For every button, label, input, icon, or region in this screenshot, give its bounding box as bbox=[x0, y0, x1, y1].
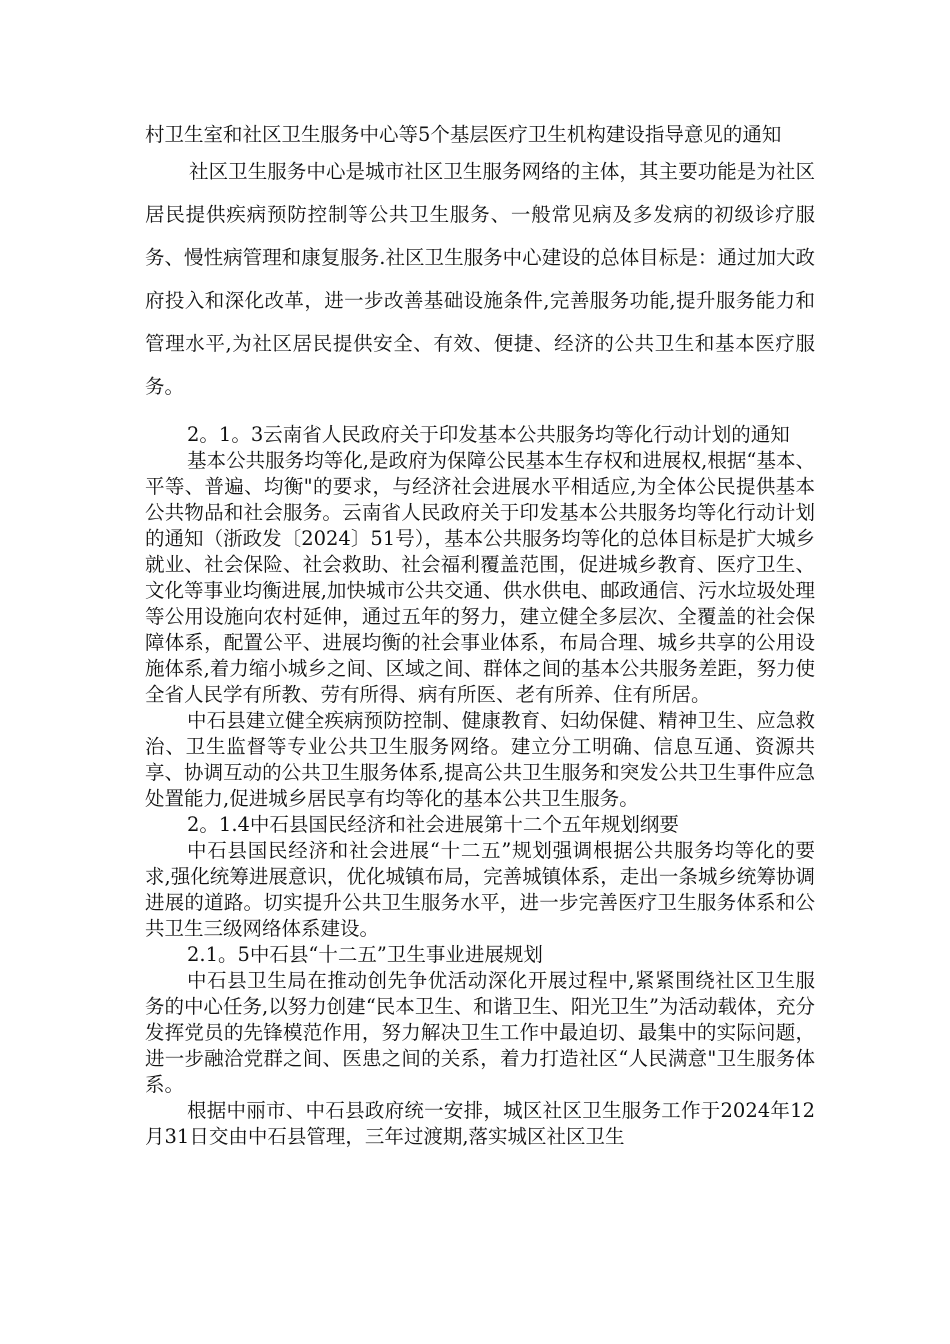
paragraph-community-health-center: 社区卫生服务中心是城市社区卫生服务网络的主体，其主要功能是为社区居民提供疾病预防控制等公共卫生服务、一般常见病及多发病的初级诊疗服务、慢性病管理和康复服务.社区卫生服务中心建设的总体目标是：通过加大政府投入和深化改革，进一步改善基础设施条件,完善服务功能,提升服务能力和管理水平,为社区居民提供安全、有效、便捷、经济的公共卫生和基本医疗服务。 bbox=[145, 160, 815, 398]
paragraph-handover: 根据中丽市、中石县政府统一安排，城区社区卫生服务工作于2024年12月31日交由中石县管理，三年过渡期,落实城区社区卫生 bbox=[145, 1099, 815, 1148]
section-heading-2-1-3: 2。1。3云南省人民政府关于印发基本公共服务均等化行动计划的通知 bbox=[187, 423, 790, 446]
section-heading-2-1-5: 2.1。5中石县“十二五”卫生事业进展规划 bbox=[187, 943, 543, 966]
paragraph-notice-title-continued: 村卫生室和社区卫生服务中心等5个基层医疗卫生机构建设指导意见的通知 bbox=[145, 123, 782, 146]
document-page bbox=[145, 122, 815, 1150]
section-heading-2-1-4: 2。1.4中石县国民经济和社会进展第十二个五年规划纲要 bbox=[187, 813, 679, 836]
paragraph-five-year-plan: 中石县国民经济和社会进展“十二五”规划强调根据公共服务均等化的要求,强化统筹进展意识，优化城镇布局，完善城镇体系，走出一条城乡统筹协调进展的道路。切实提升公共卫生服务水平，进一步完善医疗卫生服务体系和公共卫生三级网络体系建设。 bbox=[145, 839, 815, 940]
paragraph-public-service-equalization: 基本公共服务均等化,是政府为保障公民基本生存权和进展权,根据“基本、平等、普遍、均衡"的要求，与经济社会进展水平相适应,为全体公民提供基本公共物品和社会服务。云南省人民政府关于印发基本公共服务均等化行动计划的通知（浙政发〔2024〕51号），基本公共服务均等化的总体目标是扩大城乡就业、社会保险、社会救助、社会福利覆盖范围，促进城乡教育、医疗卫生、文化等事业均衡进展,加快城市公共交通、供水供电、邮政通信、污水垃圾处理等公用设施向农村延伸，通过五年的努力，建立健全多层次、全覆盖的社会保障体系，配置公平、进展均衡的社会事业体系，布局合理、城乡共享的公用设施体系,着力缩小城乡之间、区域之间、群体之间的基本公共服务差距，努力使全省人民学有所教、劳有所得、病有所医、老有所养、住有所居。 bbox=[145, 449, 815, 706]
paragraph-health-bureau: 中石县卫生局在推动创先争优活动深化开展过程中,紧紧围绕社区卫生服务的中心任务,以努力创建“民本卫生、和谐卫生、阳光卫生”为活动载体，充分发挥党员的先锋模范作用，努力解决卫生工作中最迫切、最集中的实际问题，进一步融洽党群之间、医患之间的关系，着力打造社区“人民满意"卫生服务体系。 bbox=[145, 969, 815, 1096]
paragraph-zhongshi-disease-control: 中石县建立健全疾病预防控制、健康教育、妇幼保健、精神卫生、应急救治、卫生监督等专业公共卫生服务网络。建立分工明确、信息互通、资源共享、协调互动的公共卫生服务体系,提高公共卫生服务和突发公共卫生事件应急处置能力,促进城乡居民享有均等化的基本公共卫生服务。 bbox=[145, 709, 815, 810]
